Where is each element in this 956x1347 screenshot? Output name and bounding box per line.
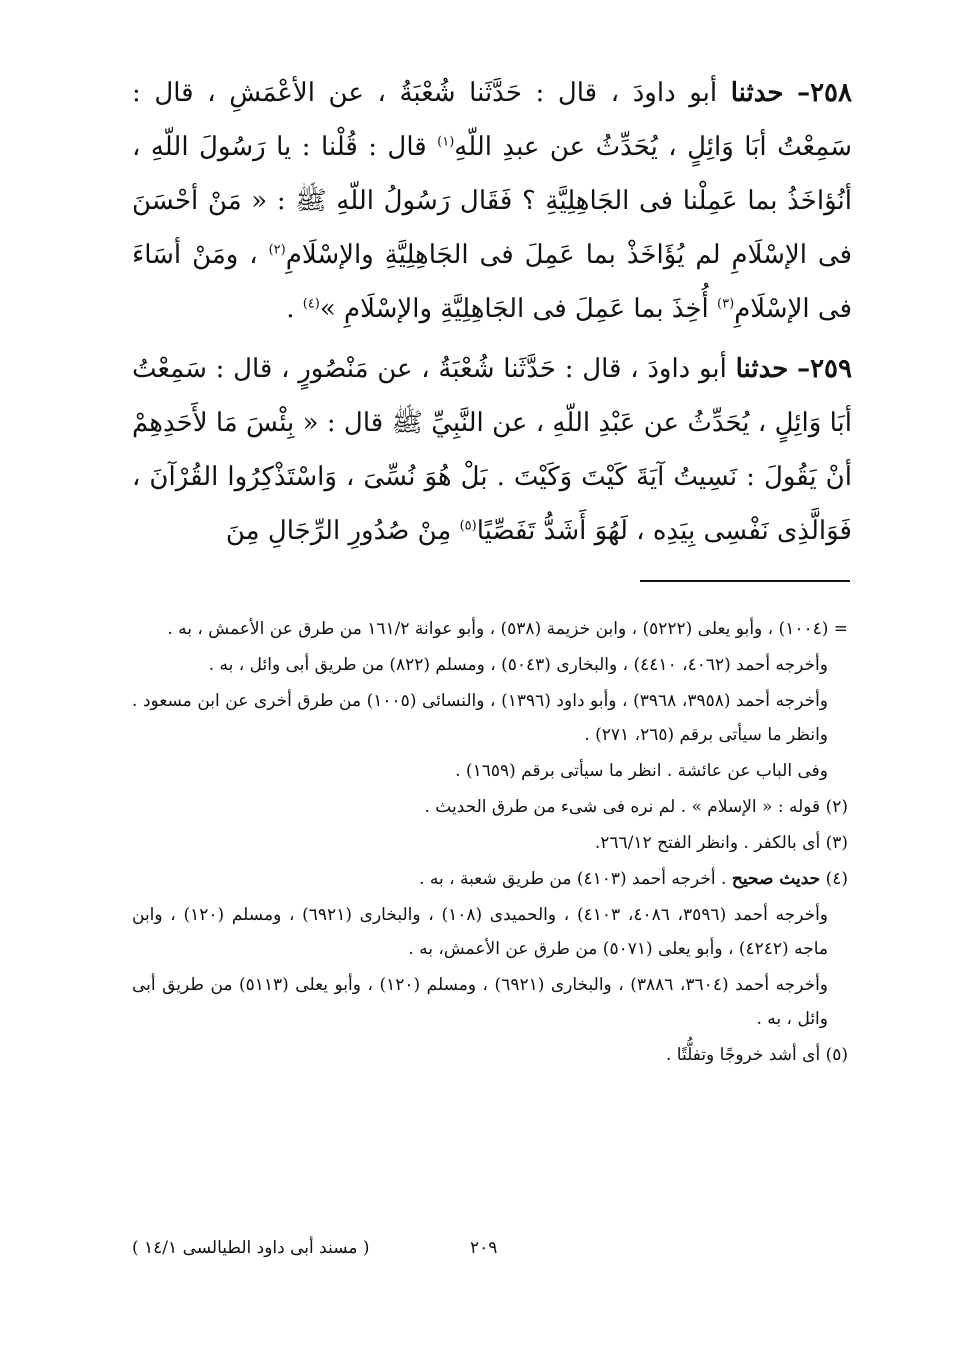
footnote-marker: (١) — [437, 134, 455, 150]
footnote-marker: (٥) — [459, 518, 477, 534]
footnote-text: . أخرجه أحمد (٤١٠٣) من طريق شعبة ، به . — [419, 869, 732, 889]
footnote-line: (٥) أى أشد خروجًا وتفلُّتًا . — [665, 1045, 848, 1065]
footnote-line: وأخرجه أحمد (٣٥٩٦، ٤٠٨٦، ٤١٠٣) ، والحميدى (١٠٨) ، والبخارى (٦٩٢١) ، ومسلم (١٢٠) ، وابن ماجه (٤٢٤٢) ، وأبو يعلى (٥٠٧١) من طرق عن الأعمش، به . — [132, 905, 829, 959]
hadith-dash: – — [797, 354, 811, 384]
hadith-text: أبو داودَ ، قال : حَدَّثَنا شُعْبَةُ ، عن الأعْمَشِ ، قال : سَمِعْتُ أبَا وَائِلٍ ، يُحَدِّثُ عن عبدِ اللّهِ — [132, 78, 853, 162]
footnote-marker: (٣) — [717, 296, 735, 312]
footnote-line: وفى الباب عن عائشة . انظر ما سيأتى برقم (١٦٥٩) . — [455, 761, 828, 781]
hadith-number: ٢٥٩ — [810, 354, 852, 384]
hadith-259 — [132, 342, 852, 558]
footnote-prefix: (٤) — [820, 869, 848, 889]
hadith-258 — [132, 66, 852, 336]
footnote-line: وأخرجه أحمد (٣٦٠٤، ٣٨٨٦) ، والبخارى (٦٩٢١) ، ومسلم (١٢٠) ، وأبو يعلى (٥١١٣) من طريق أبى وائل ، به . — [132, 975, 829, 1029]
main-text — [132, 66, 852, 564]
footnote-marker: (٤) — [302, 296, 320, 312]
hadith-text: مِنْ صُدُورِ الرِّجَالِ مِنَ — [225, 516, 460, 546]
hadith-text: ، ومَنْ أسَاءَ فى الإسْلَامِ — [132, 240, 852, 324]
grading-label: حديث صحيح — [731, 869, 821, 889]
hadith-text: . — [286, 294, 303, 324]
footnote-divider — [640, 580, 850, 582]
footnote-line: وأخرجه أحمد (٣٩٥٨، ٣٩٦٨) ، وأبو داود (١٣٩٦) ، والنسائى (١٠٠٥) من طرق أخرى عن ابن مسعود . وانظر ما سيأتى برقم (٢٦٥، ٢٧١) . — [132, 691, 829, 745]
hadith-text: أُخِذَ بما عَمِلَ فى الجَاهِلِيَّةِ والإسْلَامِ » — [319, 294, 718, 324]
page-footer — [132, 1232, 848, 1272]
hadith-text: قال : قُلْنا : يا رَسُولَ اللّهِ ، أنُؤاخَذُ بما عَمِلْنا فى الجَاهِلِيَّةِ ؟ فَقَال رَسُولُ اللّهِ ﷺ : « مَنْ أحْسَنَ فى الإسْلَامِ لم يُؤَاخَذْ بما عَمِلَ فى الجَاهِلِيَّةِ والإسْلَامِ — [132, 132, 852, 270]
hadith-keyword: حدثنا — [730, 78, 784, 108]
footnote-line: وأخرجه أحمد (٤٠٦٢، ٤٤١٠) ، والبخارى (٥٠٤٣) ، ومسلم (٨٢٢) من طريق أبى وائل ، به . — [208, 655, 828, 675]
hadith-text: أبو داودَ ، قال : حَدَّثَنا شُعْبَةُ ، عن مَنْصُورٍ ، قال : سَمِعْتُ أبَا وَائِلٍ ، يُحَدِّثُ عن عَبْدِ اللّهِ ، عن النَّبِيِّ ﷺ قال : « بِئْسَ مَا لأَحَدِهِمْ أنْ يَقُولَ : نَسِيتُ آيَةَ كَيْتَ وَكَيْتَ . بَلْ هُوَ نُسِّىَ ، وَاسْتَذْكِرُوا القُرْآنَ ، فَوَالَّذِى نَفْسِى بِيَدِه ، لَهُوَ أَشَدُّ تَفَصِّيًا — [132, 354, 852, 546]
hadith-keyword: حدثنا — [735, 354, 789, 384]
footnote-line: (٢) قوله : « الإسلام » . لم نره فى شىء من طرق الحديث . — [424, 797, 848, 817]
source-reference: ( مسند أبى داود الطيالسى ١٤/١ ) — [132, 1238, 370, 1258]
hadith-dash: – — [797, 78, 811, 108]
hadith-number: ٢٥٨ — [810, 78, 852, 108]
footnote-marker: (٢) — [268, 242, 286, 258]
footnote-4 — [132, 862, 848, 896]
page-number: ٢٠٩ — [470, 1238, 498, 1258]
footnotes — [132, 612, 848, 1074]
footnote-line: = (١٠٠٤) ، وأبو يعلى (٥٢٢٢) ، وابن خزيمة (٥٣٨) ، وأبو عوانة ١٦١/٢ من طرق عن الأعمش ، به . — [167, 619, 848, 639]
footnote-line: (٣) أى بالكفر . وانظر الفتح ٢٦٦/١٢. — [594, 833, 848, 853]
